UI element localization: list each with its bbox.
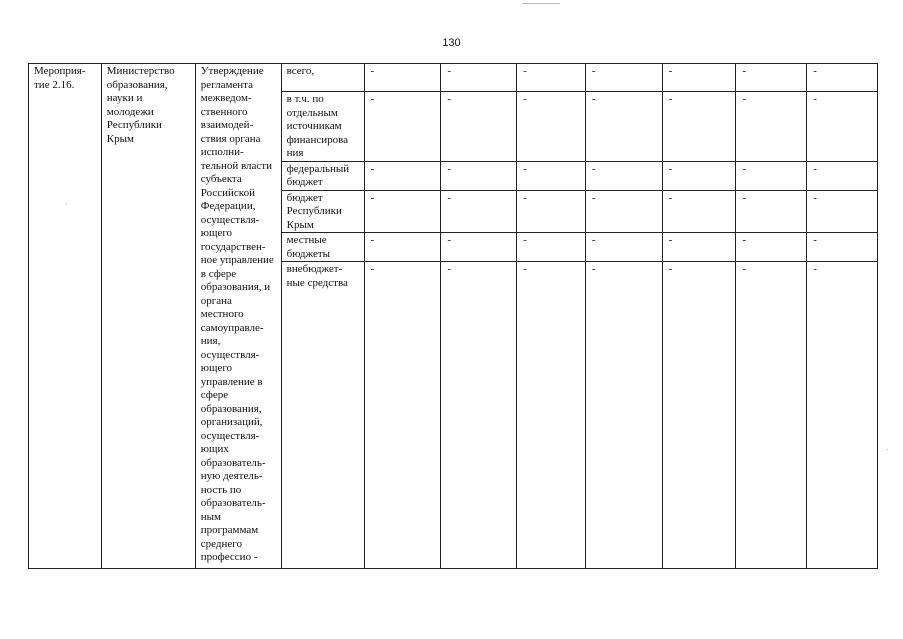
value-cell: -	[517, 262, 586, 569]
funding-source-cell: в т.ч. по отдельным источникам финансирова ния	[281, 92, 364, 162]
value-cell: -	[364, 92, 441, 162]
value-cell: -	[662, 161, 736, 190]
table-row	[29, 64, 878, 92]
value-cell: -	[585, 233, 662, 262]
value-cell: -	[736, 64, 807, 92]
value-cell: -	[585, 262, 662, 569]
value-cell: -	[364, 190, 441, 233]
value-cell: -	[662, 92, 736, 162]
value-cell: -	[807, 64, 878, 92]
value-cell: -	[517, 233, 586, 262]
funding-source-cell: всего,	[281, 64, 364, 92]
event-description-cell: Утверждение регламента межведом- ственного взаимодей- ствия органа исполни- тельной власти субъекта Российской Федерации, осуществля- ющего государствен- ное управление в сфере образования, и органа местного самоуправле- ния, осуществля- ющего управление в сфере образования, организаций, осуществля- ющих образователь- ную деятель- ность по образователь- ным программам среднего профессио -	[195, 64, 281, 569]
funding-source-cell: федеральный бюджет	[281, 161, 364, 190]
funding-source-cell: местные бюджеты	[281, 233, 364, 262]
value-cell: -	[807, 161, 878, 190]
value-cell: -	[662, 64, 736, 92]
scan-artifact	[522, 3, 560, 4]
value-cell: -	[585, 64, 662, 92]
value-cell: -	[441, 190, 517, 233]
value-cell: -	[585, 190, 662, 233]
value-cell: -	[736, 190, 807, 233]
value-cell: -	[517, 64, 586, 92]
value-cell: -	[364, 262, 441, 569]
program-event-table	[28, 63, 878, 569]
value-cell: -	[364, 161, 441, 190]
value-cell: -	[736, 233, 807, 262]
value-cell: -	[441, 233, 517, 262]
value-cell: -	[807, 190, 878, 233]
value-cell: -	[736, 262, 807, 569]
event-number-cell: Мероприя- тие 2.16.	[29, 64, 102, 569]
value-cell: -	[364, 64, 441, 92]
value-cell: -	[585, 161, 662, 190]
value-cell: -	[441, 161, 517, 190]
value-cell: -	[662, 262, 736, 569]
value-cell: -	[364, 233, 441, 262]
value-cell: -	[662, 233, 736, 262]
funding-source-cell: внебюджет- ные средства	[281, 262, 364, 569]
value-cell: -	[662, 190, 736, 233]
value-cell: -	[807, 233, 878, 262]
value-cell: -	[441, 92, 517, 162]
value-cell: -	[441, 262, 517, 569]
value-cell: -	[517, 190, 586, 233]
value-cell: -	[441, 64, 517, 92]
value-cell: -	[736, 92, 807, 162]
value-cell: -	[585, 92, 662, 162]
value-cell: -	[517, 92, 586, 162]
value-cell: -	[517, 161, 586, 190]
value-cell: -	[807, 262, 878, 569]
value-cell: -	[807, 92, 878, 162]
scan-artifact	[887, 449, 888, 450]
scan-artifact	[66, 203, 67, 204]
funding-source-cell: бюджет Республики Крым	[281, 190, 364, 233]
page-number: 130	[442, 37, 461, 49]
executor-cell: Министерство образования, науки и молодежи Республики Крым	[101, 64, 195, 569]
value-cell: -	[736, 161, 807, 190]
